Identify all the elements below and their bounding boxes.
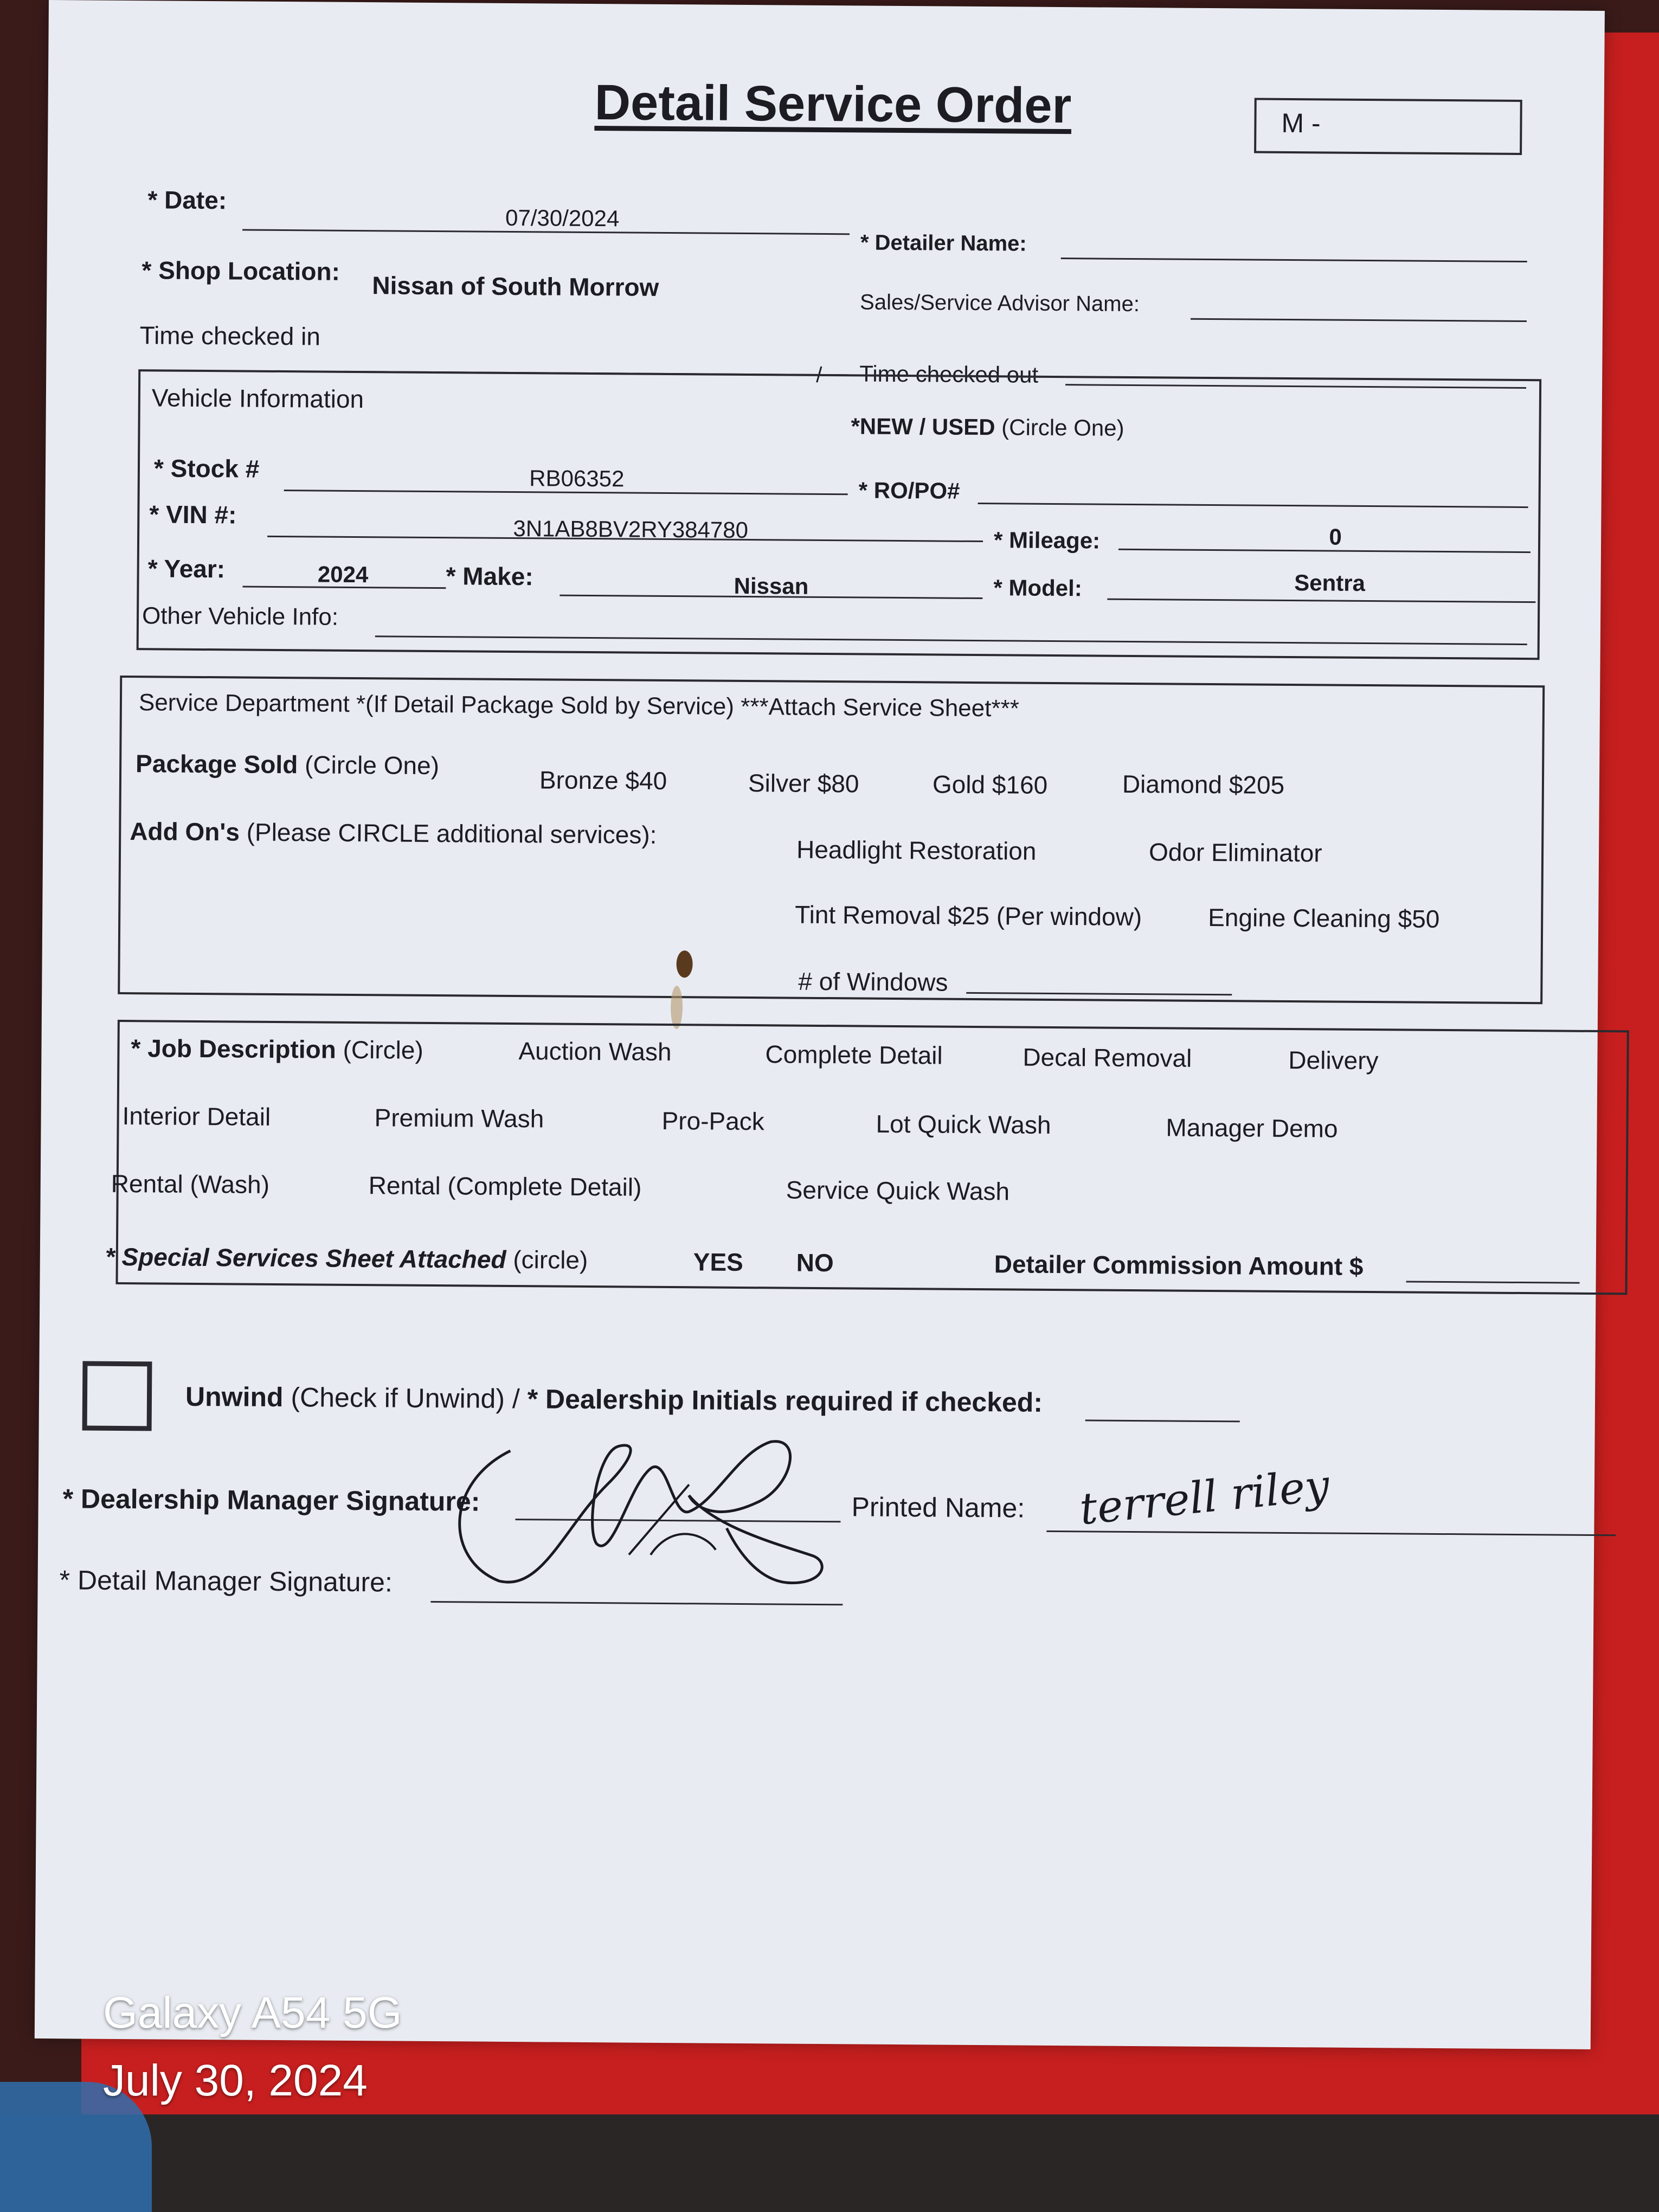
vehicle-section-title: Vehicle Information <box>151 383 364 414</box>
package-option[interactable]: Gold $160 <box>932 770 1048 799</box>
job-option[interactable]: Manager Demo <box>1166 1113 1338 1143</box>
printed-name-value: terrell riley <box>1077 1459 1332 1535</box>
job-option[interactable]: Decal Removal <box>1023 1043 1192 1072</box>
camera-watermark <box>103 1979 402 2114</box>
unwind-checkbox[interactable] <box>82 1361 152 1431</box>
job-option[interactable]: Interior Detail <box>122 1101 271 1131</box>
shop-location-value: Nissan of South Morrow <box>372 271 659 301</box>
year-value: 2024 <box>317 561 369 588</box>
advisor-label: Sales/Service Advisor Name: <box>859 290 1140 317</box>
detailer-name-label: * Detailer Name: <box>860 230 1027 256</box>
detail-manager-signature-label: * Detail Manager Signature: <box>59 1565 393 1598</box>
mileage-value: 0 <box>1329 524 1342 550</box>
make-label: * Make: <box>446 562 533 591</box>
unwind-initials-label: * Dealership Initials required if checked: <box>527 1384 1043 1418</box>
package-sold-label: Package Sold <box>135 749 298 779</box>
make-value: Nissan <box>734 573 809 599</box>
table-surface <box>0 2114 1659 2212</box>
add-on-option[interactable]: Engine Cleaning $50 <box>1208 903 1440 933</box>
detailer-name-line[interactable] <box>1061 258 1527 262</box>
unwind-hint: (Check if Unwind) / <box>291 1382 520 1414</box>
stock-label: * Stock # <box>153 454 260 483</box>
add-ons-hint: (Please CIRCLE additional services): <box>246 818 657 849</box>
add-on-option[interactable]: Odor Eliminator <box>1148 838 1322 867</box>
special-services-label: * Special Services Sheet Attached <box>105 1242 506 1274</box>
job-option[interactable]: Service Quick Wash <box>786 1175 1010 1206</box>
date-label: * Date: <box>147 185 227 215</box>
form-title: Detail Service Order <box>594 75 1072 134</box>
detail-service-order-form <box>35 0 1605 2049</box>
stock-value: RB06352 <box>529 465 625 492</box>
windows-count-label: # of Windows <box>798 967 948 996</box>
detail-manager-signature-line[interactable] <box>430 1601 843 1605</box>
add-ons-label: Add On's <box>130 817 240 846</box>
package-sold-hint: (Circle One) <box>304 750 440 780</box>
job-description-label-row <box>131 1033 423 1065</box>
job-option[interactable]: Premium Wash <box>374 1103 544 1133</box>
date-value: 07/30/2024 <box>505 204 620 232</box>
package-option[interactable]: Diamond $205 <box>1122 769 1285 799</box>
special-services-no[interactable]: NO <box>796 1248 834 1277</box>
capture-date: July 30, 2024 <box>103 2056 368 2105</box>
add-on-option[interactable]: Headlight Restoration <box>796 835 1037 865</box>
commission-label: Detailer Commission Amount $ <box>994 1250 1364 1281</box>
other-vehicle-info-label: Other Vehicle Info: <box>142 602 339 631</box>
time-out-label: Time checked out <box>859 361 1039 388</box>
job-option[interactable]: Delivery <box>1288 1046 1379 1075</box>
job-option[interactable]: Pro-Pack <box>661 1106 764 1136</box>
new-used-label: *NEW / USED <box>851 413 995 440</box>
ro-po-label: * RO/PO# <box>858 477 960 504</box>
model-label: * Model: <box>993 575 1082 601</box>
unwind-row <box>185 1381 1043 1418</box>
time-in-label: Time checked in <box>139 321 321 351</box>
special-services-row <box>105 1242 588 1275</box>
dealership-manager-signature-label: * Dealership Manager Signature: <box>62 1483 480 1517</box>
job-option[interactable]: Lot Quick Wash <box>876 1109 1051 1139</box>
package-option[interactable]: Silver $80 <box>748 769 859 798</box>
package-option[interactable]: Bronze $40 <box>539 766 667 795</box>
new-used-selector[interactable] <box>851 413 1124 441</box>
time-separator: / <box>816 363 822 387</box>
package-sold-row <box>136 749 439 780</box>
job-option[interactable]: Auction Wash <box>518 1037 672 1066</box>
job-option[interactable]: Complete Detail <box>765 1040 943 1070</box>
unwind-initials-line[interactable] <box>1085 1419 1240 1422</box>
special-services-hint: (circle) <box>513 1245 588 1274</box>
job-description-label: * Job Description <box>131 1034 336 1064</box>
job-option[interactable]: Rental (Wash) <box>111 1169 270 1199</box>
vin-label: * VIN #: <box>149 500 237 529</box>
printed-name-label: Printed Name: <box>851 1491 1025 1523</box>
job-description-hint: (Circle) <box>343 1035 423 1064</box>
advisor-line[interactable] <box>1191 318 1527 322</box>
shop-location-label: * Shop Location: <box>142 256 340 286</box>
stain-mark <box>671 986 683 1029</box>
order-number-label: M - <box>1281 107 1321 139</box>
year-label: * Year: <box>147 554 226 583</box>
model-value: Sentra <box>1294 570 1366 596</box>
service-department-header: Service Department *(If Detail Package Sold by Service) ***Attach Service Sheet*** <box>138 689 1019 722</box>
add-ons-row <box>130 816 657 850</box>
add-on-option[interactable]: Tint Removal $25 (Per window) <box>795 900 1142 931</box>
job-option[interactable]: Rental (Complete Detail) <box>368 1171 642 1201</box>
mileage-label: * Mileage: <box>993 527 1101 554</box>
vin-value: 3N1AB8BV2RY384780 <box>513 516 749 543</box>
unwind-label: Unwind <box>185 1381 284 1413</box>
device-label: Galaxy A54 5G <box>103 1988 402 2037</box>
special-services-yes[interactable]: YES <box>693 1248 744 1276</box>
new-used-hint: (Circle One) <box>1001 414 1124 441</box>
printed-name-line[interactable] <box>1046 1531 1616 1536</box>
manager-signature-scribble <box>434 1418 869 1594</box>
